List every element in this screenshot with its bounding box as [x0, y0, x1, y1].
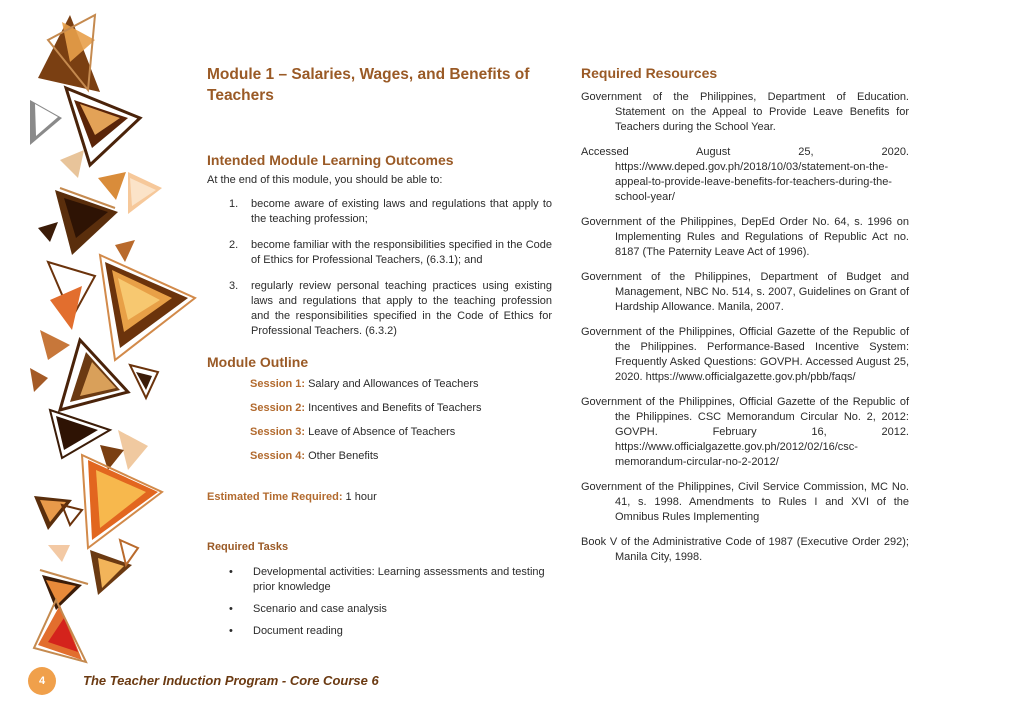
outcome-item: 1. become aware of existing laws and regulations that apply to the teaching profession;: [229, 198, 552, 225]
resource-item: Government of the Philippines, Department of Budget and Management, NBC No. 514, s. 2007, Guidelines on Grant of Hardship Allowance. Manila, 2007.: [581, 271, 909, 313]
outcomes-heading: Intended Module Learning Outcomes: [207, 152, 454, 168]
resource-item: Government of the Philippines, Official Gazette of the Republic of the Philippines. CSC Memorandum Circular No. 2, 2012: GOVPH. February 16, 2012. https://www.officialgazette.gov.ph/2012/02/16/csc-memorandum-circular-no-2-2012/: [581, 396, 909, 468]
session-item: Session 3: Leave of Absence of Teachers: [250, 426, 456, 438]
left-column: [207, 64, 552, 646]
resource-item: Government of the Philippines, DepEd Order No. 64, s. 1996 on Implementing Rules and Regulations of Republic Act no. 8187 (The Paternity Leave Act of 1996).: [581, 216, 909, 258]
outcomes-list: [207, 197, 552, 339]
resources-heading: Required Resources: [581, 65, 718, 81]
resource-item: Government of the Philippines, Official Gazette of the Republic of the Philippines. Performance-Based Incentive System: Frequently Asked Questions: GOVPH. Accessed August 25, 2020. https://www.officialgazette.gov.ph/pbb/faqs/: [581, 326, 909, 383]
footer-title: The Teacher Induction Program - Core Course 6: [83, 673, 379, 688]
outline-heading: Module Outline: [207, 354, 309, 370]
task-item: • Developmental activities: Learning assessments and testing prior knowledge: [229, 566, 545, 593]
resource-item: Government of the Philippines, Civil Service Commission, MC No. 41, s. 1998. Amendments to Rules I and XVI of the Omnibus Rules Implementing: [581, 481, 909, 523]
outcome-item: 2. become familiar with the responsibilities specified in the Code of Ethics for Professional Teachers, (6.3.1); and: [229, 239, 552, 266]
session-list: [207, 377, 552, 464]
tasks-list: [207, 565, 552, 639]
session-item: Session 1: Salary and Allowances of Teachers: [250, 378, 479, 390]
right-column: [581, 64, 909, 575]
outcome-item: 3. regularly review personal teaching practices using existing laws and regulations that apply to the teaching profession and the responsibilities specified in the Code of Ethics for Professional Teachers. (6.3.2): [229, 280, 552, 337]
session-item: Session 2: Incentives and Benefits of Teachers: [250, 402, 482, 414]
resources-list: [581, 90, 909, 565]
page-number: 4: [28, 667, 56, 695]
tasks-heading: Required Tasks: [207, 541, 289, 553]
module-title: Module 1 – Salaries, Wages, and Benefits of Teachers: [207, 66, 530, 104]
estimated-time: Estimated Time Required: 1 hour: [207, 491, 377, 503]
task-item: • Document reading: [229, 625, 343, 637]
resource-item: Government of the Philippines, Department of Education. Statement on the Appeal to Provide Leave Benefits for Teachers during the School Year.: [581, 91, 909, 133]
resource-item: Book V of the Administrative Code of 1987 (Executive Order 292); Manila City, 1998.: [581, 536, 909, 563]
resource-item: Accessed August 25, 2020. https://www.deped.gov.ph/2018/10/03/statement-on-the-appeal-to-provide-leave-benefits-for-teachers-during-the-school-year/: [581, 146, 909, 203]
session-item: Session 4: Other Benefits: [250, 450, 379, 462]
decorative-triangles: [0, 0, 200, 724]
task-item: • Scenario and case analysis: [229, 603, 387, 615]
outcomes-intro: At the end of this module, you should be able to:: [207, 174, 443, 186]
